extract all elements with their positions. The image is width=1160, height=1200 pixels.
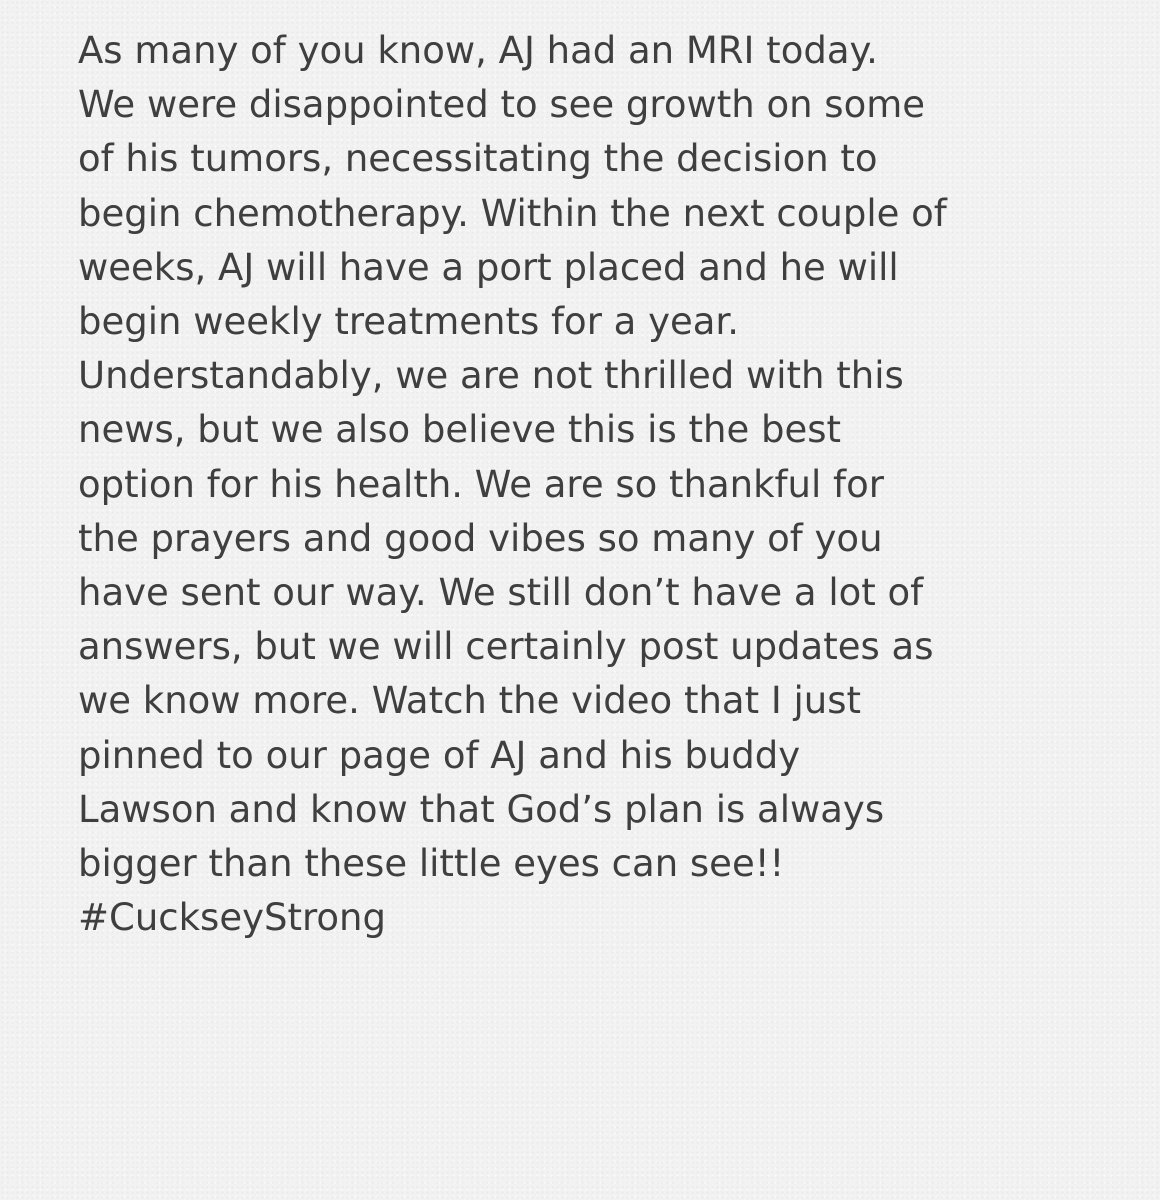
hashtag: #CuckseyStrong: [78, 896, 386, 940]
note-line: the prayers and good vibes so many of you: [78, 516, 883, 560]
note-line: Understandably, we are not thrilled with this: [78, 354, 904, 398]
note-line: pinned to our page of AJ and his buddy: [78, 733, 801, 777]
note-line: weeks, AJ will have a port placed and he will: [78, 245, 899, 289]
note-body: [78, 24, 1100, 945]
note-line: Lawson and know that God’s plan is always: [78, 787, 885, 831]
note-line: answers, but we will certainly post updates as: [78, 625, 934, 669]
note-line: begin chemotherapy. Within the next couple of: [78, 191, 947, 235]
note-line: have sent our way. We still don’t have a lot of: [78, 571, 924, 615]
note-line: we know more. Watch the video that I just: [78, 679, 862, 723]
note-line: news, but we also believe this is the best: [78, 408, 841, 452]
note-line: of his tumors, necessitating the decision to: [78, 137, 878, 181]
note-line: As many of you know, AJ had an MRI today.: [78, 29, 878, 72]
note-line: We were disappointed to see growth on some: [78, 83, 926, 127]
note-line: begin weekly treatments for a year.: [78, 300, 740, 344]
note-line: option for his health. We are so thankful for: [78, 462, 884, 506]
note-line: bigger than these little eyes can see!!: [78, 842, 785, 886]
